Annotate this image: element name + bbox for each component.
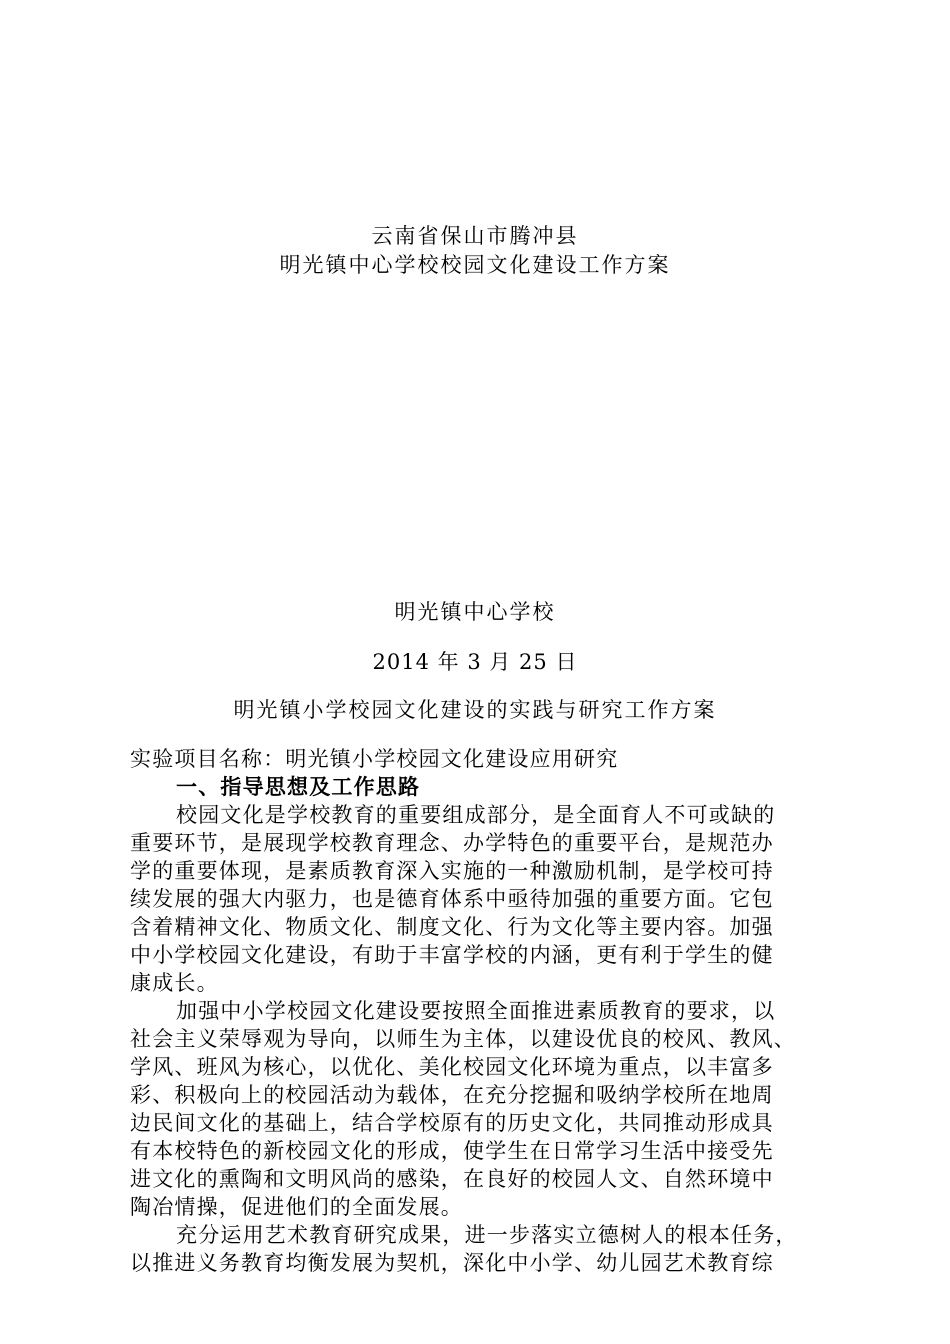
paragraph-line: 充分运用艺术教育研究成果，进一步落实立德树人的根本任务， xyxy=(176,1223,798,1247)
paragraph-line: 边民间文化的基础上，结合学校原有的历史文化，共同推动形成具 xyxy=(130,1111,774,1135)
cover-title-line1: 云南省保山市腾冲县 xyxy=(371,224,579,248)
cover-title-line2: 明光镇中心学校校园文化建设工作方案 xyxy=(279,253,671,277)
paragraph-line: 社会主义荣辱观为导向，以师生为主体，以建设优良的校风、教风、 xyxy=(130,1027,796,1051)
paragraph-line: 康成长。 xyxy=(130,971,219,995)
paragraph-line: 学风、班风为核心，以优化、美化校园文化环境为重点，以丰富多 xyxy=(130,1055,774,1079)
paragraph-line: 彩、积极向上的校园活动为载体，在充分挖掘和吸纳学校所在地周 xyxy=(130,1083,774,1107)
paragraph-line: 有本校特色的新校园文化的形成，使学生在日常学习生活中接受先 xyxy=(130,1139,774,1163)
paragraph-line: 含着精神文化、物质文化、制度文化、行为文化等主要内容。加强 xyxy=(130,915,774,939)
paragraph-line: 学的重要体现，是素质教育深入实施的一种激励机制，是学校可持 xyxy=(130,859,774,883)
document-subtitle: 明光镇小学校园文化建设的实践与研究工作方案 xyxy=(233,698,717,722)
cover-organization: 明光镇中心学校 xyxy=(394,600,556,624)
paragraph-line: 以推进义务教育均衡发展为契机，深化中小学、幼儿园艺术教育综 xyxy=(130,1251,774,1275)
paragraph-line: 重要环节，是展现学校教育理念、办学特色的重要平台，是规范办 xyxy=(130,831,774,855)
paragraph-line: 加强中小学校园文化建设要按照全面推进素质教育的要求，以 xyxy=(176,999,776,1023)
paragraph-line: 中小学校园文化建设，有助于丰富学校的内涵，更有利于学生的健 xyxy=(130,943,774,967)
cover-date: 2014 年 3 月 25 日 xyxy=(372,650,578,674)
paragraph-line: 进文化的熏陶和文明风尚的感染，在良好的校园人文、自然环境中 xyxy=(130,1167,774,1191)
paragraph-line: 陶冶情操，促进他们的全面发展。 xyxy=(130,1195,463,1219)
paragraph-line: 续发展的强大内驱力，也是德育体系中亟待加强的重要方面。它包 xyxy=(130,887,774,911)
document-body xyxy=(130,745,842,1277)
project-name: 实验项目名称：明光镇小学校园文化建设应用研究 xyxy=(130,747,619,771)
paragraph-line: 校园文化是学校教育的重要组成部分，是全面育人不可或缺的 xyxy=(176,803,776,827)
section-heading: 一、指导思想及工作思路 xyxy=(176,775,421,799)
